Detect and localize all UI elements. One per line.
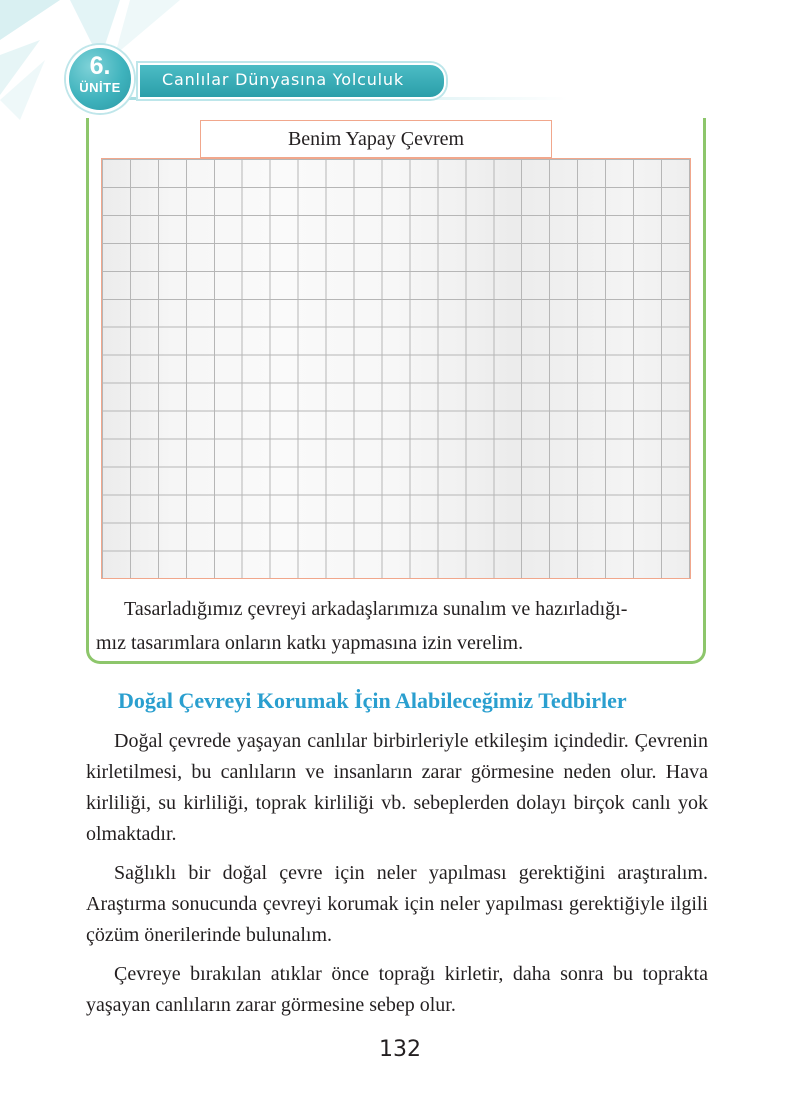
unit-title-bar [138, 63, 446, 99]
activity-text-line-2: mız tasarımlara onların katkı yapmasına izin verelim. [96, 632, 524, 654]
paragraph: Sağlıklı bir doğal çevre için neler yapılması gerektiğini araştıralım. Araştırma sonucunda çevreyi korumak için neler yapılması gerektiğiyle ilgili çözüm önerilerinde bulunalım. [86, 862, 708, 946]
unit-badge [66, 45, 134, 113]
activity-instructions [96, 592, 701, 660]
paragraph: Çevreye bırakılan atıklar önce toprağı kirletir, daha sonra bu toprakta yaşayan canlıların zarar görmesine sebep olur. [86, 963, 708, 1016]
unit-number: 6. [89, 52, 111, 80]
paragraph: Doğal çevrede yaşayan canlılar birbirleriyle etkileşim içindedir. Çevrenin kirletilmesi, bu canlıların ve insanların zarar görmesine neden olur. Hava kirliliği, su kirliliği, toprak kirliliği vb. sebeplerden dolayı birçok canlı yok olmaktadır. [86, 730, 708, 845]
activity-text-line-1: Tasarladığımız çevreyi arkadaşlarımıza sunalım ve hazırladığı- [124, 598, 628, 620]
section-heading: Doğal Çevreyi Korumak İçin Alabileceğimiz Tedbirler [118, 688, 627, 713]
drawing-grid[interactable] [101, 158, 691, 579]
page-number: 132 [379, 1037, 421, 1062]
activity-title: Benim Yapay Çevrem [200, 120, 552, 158]
section-body [86, 726, 708, 1029]
unit-label: ÜNİTE [79, 80, 121, 95]
unit-title: Canlılar Dünyasına Yolculuk [162, 70, 404, 89]
